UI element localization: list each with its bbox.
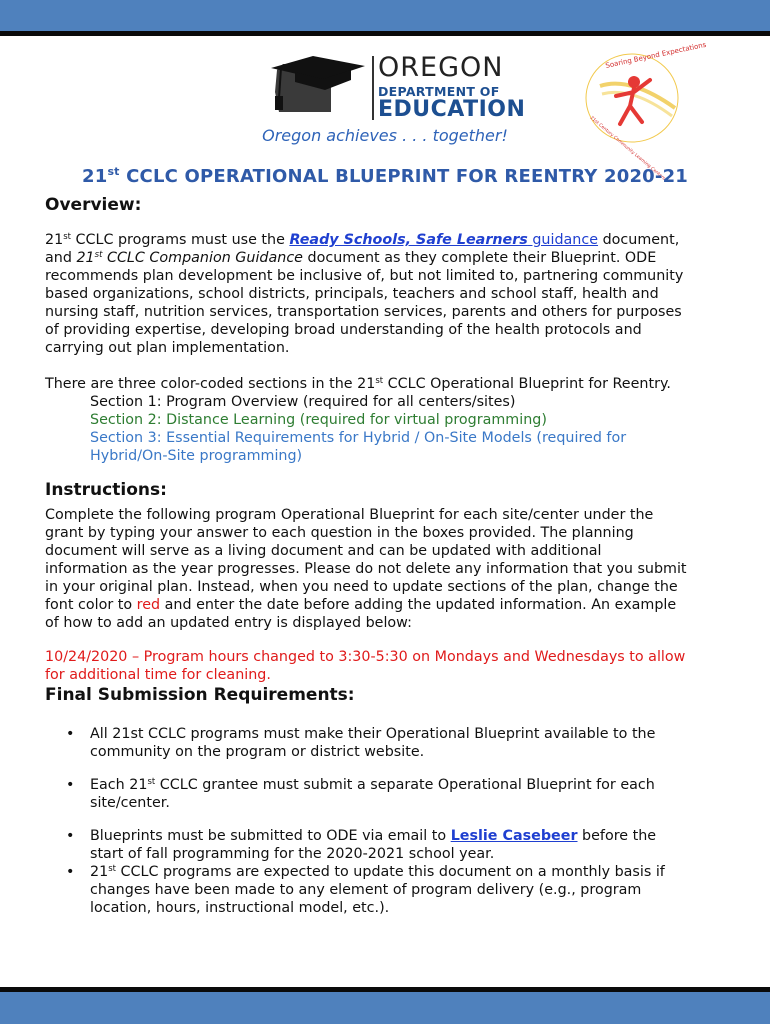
section1-line: Section 1: Program Overview (required for all centers/sites) [90, 394, 516, 410]
top-banner [0, 0, 770, 31]
logo-department-text: DEPARTMENT OF [378, 84, 500, 99]
example-entry: 10/24/2020 – Program hours changed to 3:30-5:30 on Mondays and Wednesdays to allow for additional time for cleaning. [45, 649, 686, 683]
section2-line: Section 2: Distance Learning (required for virtual programming) [90, 412, 547, 428]
badge-subtext: 21st Century Community Learning Centers [588, 115, 666, 182]
ready-schools-link[interactable]: Ready Schools, Safe Learners guidance [289, 232, 599, 248]
page-title: 21st CCLC OPERATIONAL BLUEPRINT FOR REENTRY 2020-21 [81, 165, 689, 187]
logo-divider [372, 56, 374, 120]
section3-line-cont: Hybrid/On-Site programming) [90, 448, 303, 464]
instructions-paragraph: Complete the following program Operational Blueprint for each site/center under the grant by typing your answer to each question in the boxes provided. The planning document will serve as a living document and can be updated with additional information as the year progresses. Please do not delete any information that you submit in your original plan. Instead, when you need to update sections of the plan, change the font color to red and enter the date before adding the updated information. An example of how to add an updated entry is displayed below: [45, 507, 687, 631]
instructions-heading: Instructions: [45, 480, 167, 500]
section3-line: Section 3: Essential Requirements for Hybrid / On-Site Models (required for [90, 430, 627, 446]
graduation-cap-oregon-icon [265, 52, 371, 124]
tagline: Oregon achieves . . . together! [262, 126, 508, 145]
overview-heading: Overview: [45, 195, 142, 215]
badge-text: Soaring Beyond Expectations [604, 40, 708, 70]
logo-oregon-text: OREGON [378, 52, 504, 83]
logo-education-text: EDUCATION [378, 97, 526, 122]
final-heading: Final Submission Requirements: [45, 685, 355, 705]
top-banner-rule [0, 31, 770, 36]
ode-logo [265, 52, 526, 124]
overview-paragraph: 21st CCLC programs must use the Ready Schools, Safe Learners guidance document, and 21st CCLC Companion Guidance document as they complete their Blueprint. ODE recommends plan development be inclusive of, but not limited to, partnering community based organizations, school districts, principals, teachers and school staff, health and nursing staff, nutrition services, transportation services, parents and others for purposes of providing expertise, developing broad understanding of the health protocols and carrying out plan implementation. [45, 232, 684, 356]
sections-intro: There are three color-coded sections in the 21st CCLC Operational Blueprint for Reentry. Section 1: Program Overview (required for all centers/sites) Section 2: Distance Learning (required for virtual programming) Section 3: Essential Requirements for Hybrid / On-Site Models (required for Hybrid/On-Site programming) [45, 375, 735, 465]
leslie-casebeer-email-link[interactable]: Leslie Casebeer [450, 828, 578, 844]
bottom-banner [0, 992, 770, 1024]
